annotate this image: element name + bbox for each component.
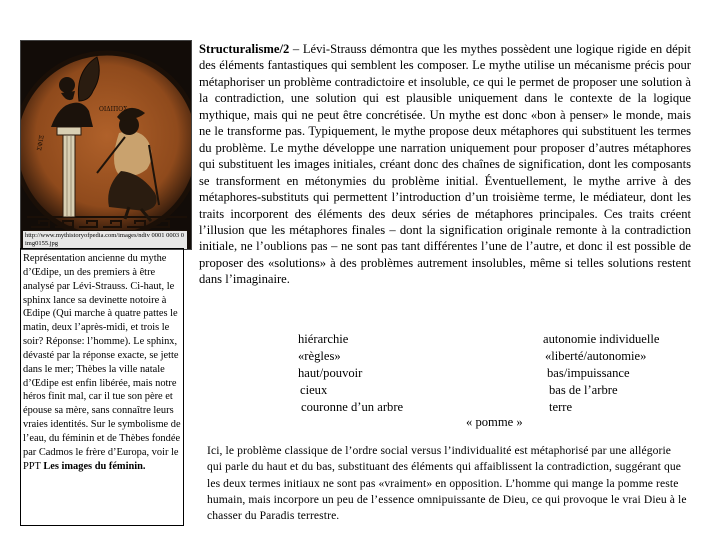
- left-term: «règles»: [298, 349, 341, 363]
- section-title: Structuralisme/2: [199, 42, 290, 56]
- svg-text:ΣΦΙΞ: ΣΦΙΞ: [36, 134, 46, 152]
- left-term: hiérarchie: [298, 332, 349, 346]
- main-paragraph: [199, 41, 691, 288]
- diagram-right-series: [543, 331, 659, 416]
- main-body-text: – Lévi-Strauss démontra que les mythes possèdent une logique rigide en dépit des éléments fantastiques qui semblent les composer. Le mythe utilise un mécanisme précis pour métaphoriser un problème contradictoire et insoluble, ce qui le permet de proposer une solution à la contradiction, une solution qui est plausible uniquement dans le contexte de la logique mythique, mais qui ne peut être concrétisée. Un mythe est donc «bon à penser» le monde, mais ne le transforme pas. Typiquement, le mythe propose deux métaphores qui substituent les termes du problème. Le mythe développe une narration uniquement pour proposer d’autres métaphores qui substituent les images initiales, créant donc des chaînes de signification, dont les composants se transforment en métonymies du problème initial. Éventuellement, le mythe arrive à des métaphores-substituts qui permettent l’introduction d’un troisième terme, le médiateur, dont les traits incorporent des éléments des deux séries de métaphores principales. Ces traits créent l’illusion que les métaphores finales – dont la signification originale remonte à la contradiction initiale, ne l’oublions pas – ne sont pas tant différentes l’une de l’autre, et donc il est possible de proposer des «solutions» à des problèmes autrement insolubles, même si telles solutions restent dans l’imaginaire.: [199, 42, 691, 287]
- diagram-left-series: [298, 331, 403, 416]
- right-term: bas/impuissance: [547, 366, 630, 380]
- caption-text: Représentation ancienne du mythe d’Œdipe, un des premiers à être analysé par Lévi-Strauss. Ci-haut, le sphinx lance sa devinette notoire à Œdipe (Qui marche à quatre pattes le matin, deux l’après-midi, et trois le soir? Réponse: l’homme). Le sphinx, dévasté par la réponse exacte, se jette dans le mer; Thèbes la ville natale d’Œdipe est enfin libérée, mais notre héros finit mal, car il tue son père et épouse sa mère, sans connaître leurs vraies identités. Sur le symbolisme de l’eau, du féminin et de Thèbes fondée par Cadmos le frère d’Europa, voir le PPT: [23, 253, 181, 472]
- vase-painting-illustration: [21, 41, 191, 249]
- diagram-mediator: « pomme »: [466, 415, 523, 429]
- image-source-url: http://www.mythistoryofpedia.com/images/ndiv 0001 0003 0 img0155.jpg: [23, 231, 187, 249]
- svg-text:ΟΙΔΙΠΟΣ: ΟΙΔΙΠΟΣ: [99, 106, 128, 113]
- oedipus-sphinx-vase-image: [20, 40, 192, 250]
- right-term: autonomie individuelle: [543, 332, 660, 346]
- right-term: «liberté/autonomie»: [545, 349, 647, 363]
- ppt-link-title[interactable]: Les images du féminin.: [43, 460, 146, 472]
- left-term: haut/pouvoir: [298, 366, 363, 380]
- left-term: cieux: [300, 383, 328, 397]
- left-term: couronne d’un arbre: [301, 400, 404, 414]
- image-caption-box: [20, 248, 184, 526]
- bottom-paragraph: Ici, le problème classique de l’ordre social versus l’individualité est métaphorisé par une allégorie qui parle du haut et du bas, substituant des éléments qui affaiblissent la contradiction, suggérant que les deux termes initiaux ne sont pas «vraiment» en opposition. L’homme qui mange la pomme reste humain, mais incorpore un peu de l’essence omnipuissante de Dieu, ce qui provoque le vrai Dieu à le chasser du Paradis terrestre.: [207, 444, 687, 523]
- right-term: terre: [549, 400, 573, 414]
- right-term: bas de l’arbre: [549, 383, 618, 397]
